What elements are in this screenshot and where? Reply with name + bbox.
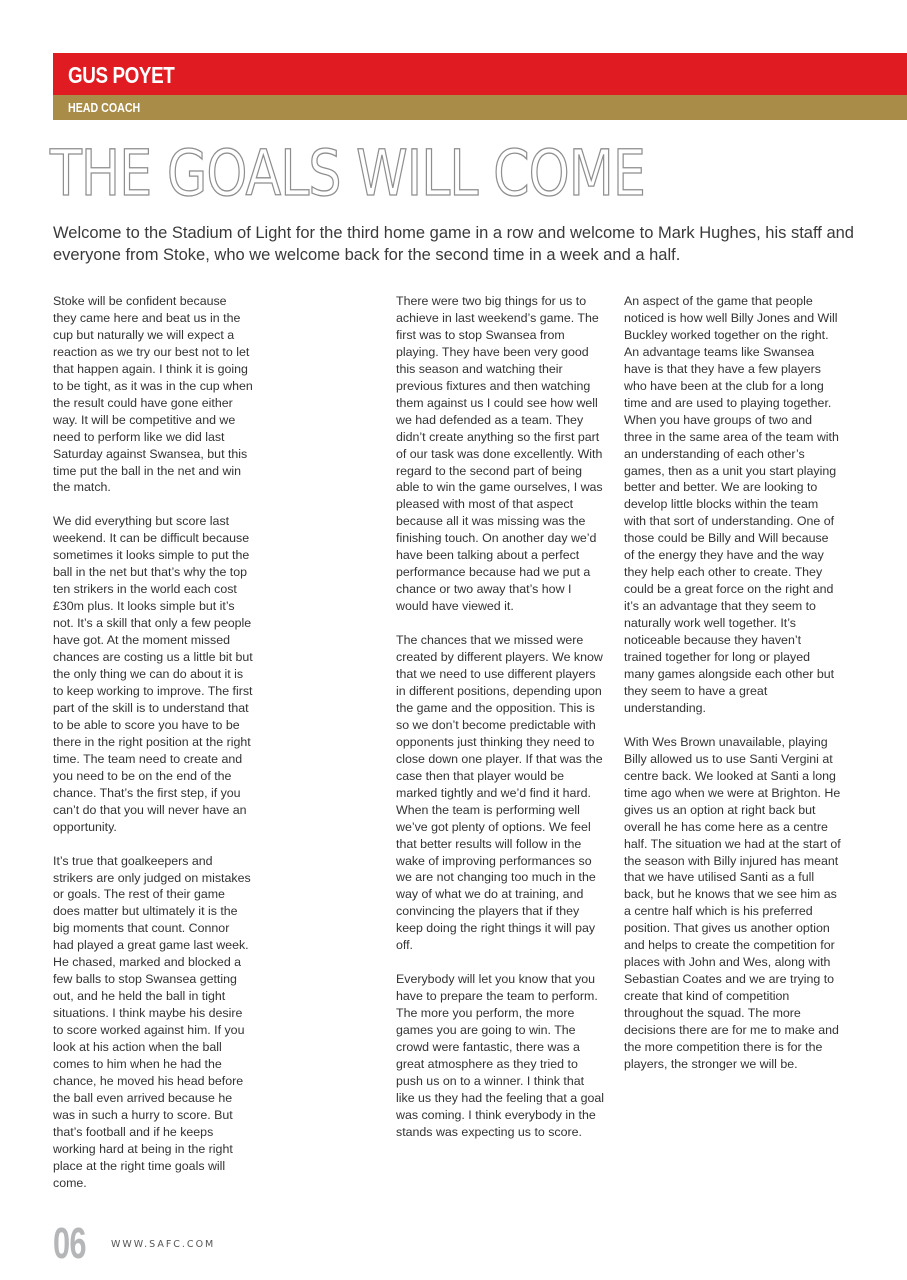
article-column-2 bbox=[396, 293, 606, 1158]
headline-text: THE GOALS WILL COME bbox=[50, 137, 645, 210]
header-red-band bbox=[53, 53, 907, 95]
article-column-1 bbox=[53, 293, 253, 1209]
coach-role: HEAD COACH bbox=[68, 100, 141, 115]
paragraph: The chances that we missed were created by different players. We know that we need to use different players in different positions, depending upon the game and the opposition. This is so we don’t become predictable with opponents just thinking they need to close down one player. If that was the case then that player would be marked tightly and we’d find it hard. When the team is performing well we’ve got plenty of options. We feel that better results will follow in the wake of improving performances so we are not changing too much in the way of what we do at training, and convincing the players that if they keep doing the right things it will pay off. bbox=[396, 633, 603, 953]
paragraph: With Wes Brown unavailable, playing Billy allowed us to use Santi Vergini at centre back. We looked at Santi a long time ago when we were at Brighton. He gives us an option at right back but overall he has come here as a centre half. The situation we had at the start of the season with Billy injured has meant that we have utilised Santi as a full back, but he knows that we see him as a centre half which is his preferred position. That gives us another option and helps to create the competition for places with John and Wes, along with Sebastian Coates and we are trying to create that kind of competition throughout the squad. The more decisions there are for me to make and the more competition there is for the players, the stronger we will be. bbox=[624, 734, 841, 1071]
website-url: WWW.SAFC.COM bbox=[111, 1239, 216, 1250]
article-headline bbox=[50, 136, 645, 212]
paragraph: It’s true that goalkeepers and strikers are only judged on mistakes or goals. The rest of their game does matter but ultimately it is the big moments that count. Connor had played a great game last week. He chased, marked and blocked a few balls to stop Swansea getting out, and he held the ball in tight situations. I think maybe his desire to score worked against him. If you look at his action when the ball comes to him when he had the chance, he moved his head before the ball even arrived because he was in such a hurry to score. But that’s football and if he keeps working hard at being in the right place at the right time goals will come. bbox=[53, 853, 251, 1190]
paragraph: We did everything but score last weekend. It can be difficult because sometimes it looks simple to put the ball in the net but that’s why the top ten strikers in the world each cost £30m plus. It looks simple but it’s not. It’s a skill that only a few people have got. At the moment missed chances are costing us a little bit but the only thing we can do about it is to keep working to improve. The first part of the skill is to understand that to be able to score you have to be there in the right position at the right time. The team need to create and you need to be on the end of the chance. That’s the first step, if you can’t do that you will never have an opportunity. bbox=[53, 514, 253, 834]
paragraph: Everybody will let you know that you have to prepare the team to perform. The more you perform, the more games you are going to win. The crowd were fantastic, there was a great atmosphere as they tried to push us on to a winner. I think that like us they had the feeling that a goal was coming. I think everybody in the stands was expecting us to score. bbox=[396, 972, 605, 1139]
header-gold-band bbox=[53, 95, 907, 120]
paragraph: Stoke will be confident because they came here and beat us in the cup but naturally we will expect a reaction as we try our best not to let that happen again. I think it is going to be tight, as it was in the cup when the result could have gone either way. It will be competitive and we need to perform like we did last Saturday against Swansea, but this time put the ball in the net and win the match. bbox=[53, 294, 253, 495]
paragraph: An aspect of the game that people noticed is how well Billy Jones and Will Buckley worked together on the right. An advantage teams like Swansea have is that they have a few players who have been at the club for a long time and are used to playing together. When you have groups of two and three in the same area of the team with an understanding of each other’s games, then as a unit you start playing better and better. We are looking to develop little blocks within the team with that sort of understanding. One of those could be Billy and Will because of the energy they have and the way they help each other to create. They could be a great force on the right and it’s an advantage that they seem to naturally work well together. It’s noticeable because they haven’t trained together for long or played many games alongside each other but they seem to have a great understanding. bbox=[624, 294, 839, 715]
article-column-3 bbox=[624, 293, 842, 1090]
paragraph: There were two big things for us to achieve in last weekend’s game. The first was to stop Swansea from playing. They have been very good this season and watching their previous fixtures and then watching them against us I could see how well we had defended as a team. They didn’t create anything so the first part of our task was done excellently. With regard to the second part of being able to win the game ourselves, I was pleased with most of that aspect because all it was missing was the finishing touch. On another day we’d have been talking about a perfect performance because had we put a chance or two away that’s how I would have viewed it. bbox=[396, 294, 603, 614]
page-number: 06 bbox=[53, 1219, 86, 1268]
article-intro: Welcome to the Stadium of Light for the third home game in a row and welcome to Mark Hughes, his staff and everyone from Stoke, who we welcome back for the second time in a week and a half. bbox=[53, 224, 854, 264]
coach-name: GUS POYET bbox=[68, 62, 175, 88]
